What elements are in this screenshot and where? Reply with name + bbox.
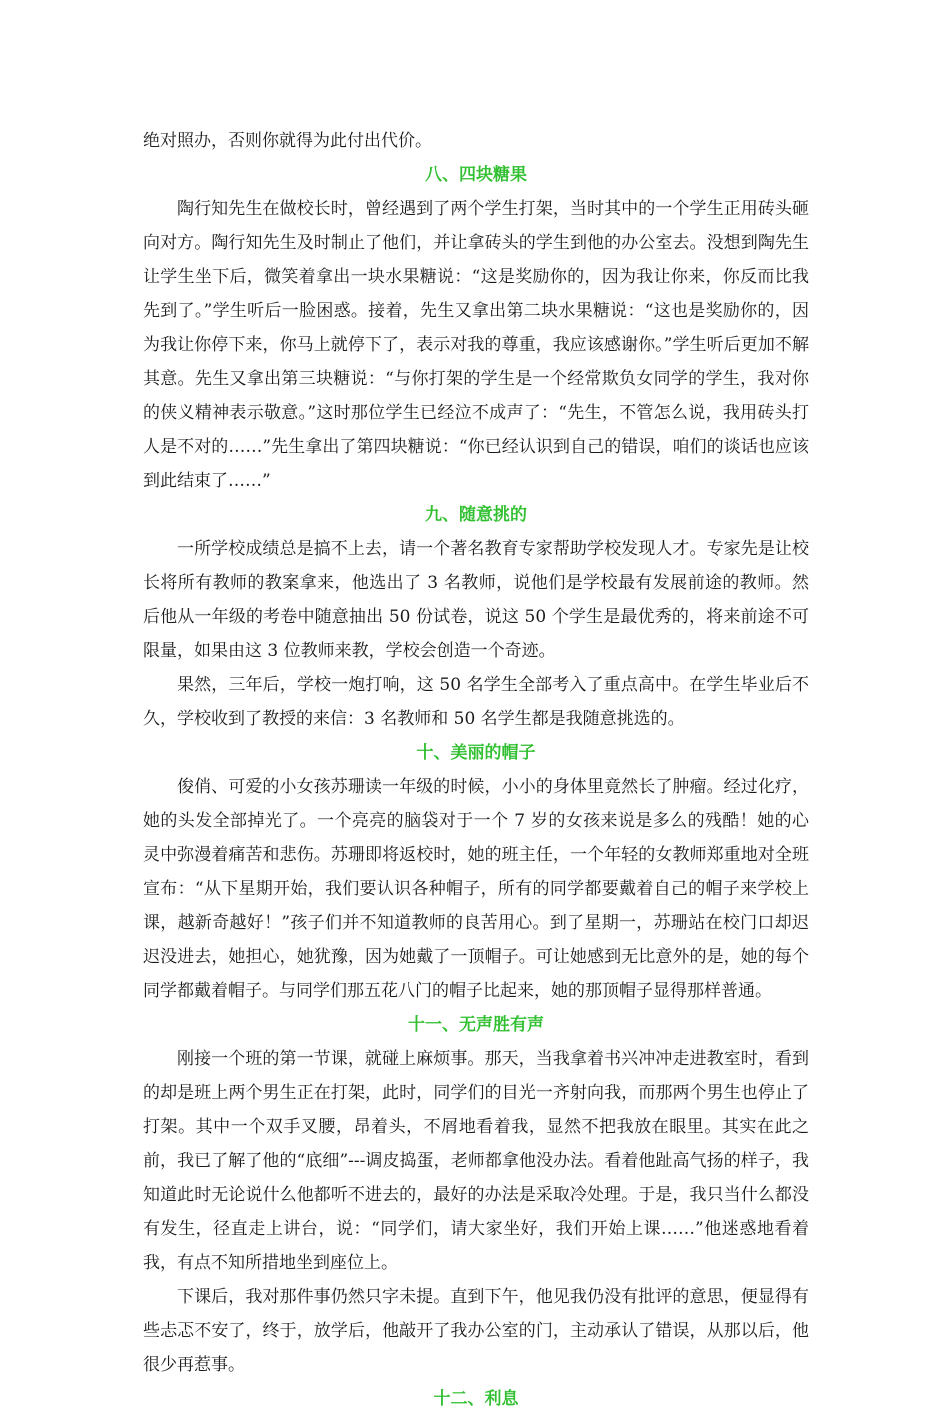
section-title-8: 八、四块糖果 (425, 165, 527, 185)
section-10-paragraph-1: 俊俏、可爱的小女孩苏珊读一年级的时候，小小的身体里竟然长了肿瘤。经过化疗，她的头发全部掉光了。一个亮亮的脑袋对于一个 7 岁的女孩来说是多么的残酷！她的心灵中弥漫着痛苦和悲伤。苏珊即将返校时，她的班主任，一个年轻的女教师郑重地对全班宣布：“从下星期开始，我们要认识各种帽子，所有的同学都要戴着自己的帽子来学校上课，越新奇越好！”孩子们并不知道教师的良苦用心。到了星期一，苏珊站在校门口却迟迟没进去，她担心，她犹豫，因为她戴了一顶帽子。可让她感到无比意外的是，她的每个同学都戴着帽子。与同学们那五花八门的帽子比起来，她的那顶帽子显得那样普通。 (143, 777, 809, 1001)
section-11-paragraph-2: 下课后，我对那件事仍然只字未提。直到下午，他见我仍没有批评的意思，便显得有些忐忑不安了，终于，放学后，他敲开了我办公室的门，主动承认了错误，从那以后，他很少再惹事。 (143, 1287, 809, 1375)
document-page (143, 124, 809, 1416)
intro-line: 绝对照办，否则你就得为此付出代价。 (143, 131, 432, 151)
section-8-paragraph-1: 陶行知先生在做校长时，曾经遇到了两个学生打架，当时其中的一个学生正用砖头砸向对方。陶行知先生及时制止了他们，并让拿砖头的学生到他的办公室去。没想到陶先生让学生坐下后，微笑着拿出一块水果糖说：“这是奖励你的，因为我让你来，你反而比我先到了。”学生听后一脸困惑。接着，先生又拿出第二块水果糖说：“这也是奖励你的，因为我让你停下来，你马上就停下了，表示对我的尊重，我应该感谢你。”学生听后更加不解其意。先生又拿出第三块糖说：“与你打架的学生是一个经常欺负女同学的学生，我对你的侠义精神表示敬意。”这时那位学生已经泣不成声了：“先生，不管怎么说，我用砖头打人是不对的……”先生拿出了第四块糖说：“你已经认识到自己的错误，咱们的谈话也应该到此结束了……” (143, 199, 809, 491)
section-title-11: 十一、无声胜有声 (408, 1015, 544, 1035)
section-title-9: 九、随意挑的 (425, 505, 527, 525)
section-11-paragraph-1: 刚接一个班的第一节课，就碰上麻烦事。那天，当我拿着书兴冲冲走进教室时，看到的却是班上两个男生正在打架，此时，同学们的目光一齐射向我，而那两个男生也停止了打架。其中一个双手叉腰，昂着头，不屑地看着我，显然不把我放在眼里。其实在此之前，我已了解了他的“底细”---调皮捣蛋，老师都拿他没办法。看着他趾高气扬的样子，我知道此时无论说什么他都听不进去的，最好的办法是采取冷处理。于是，我只当什么都没有发生，径直走上讲台，说：“同学们，请大家坐好，我们开始上课……”他迷惑地看着我，有点不知所措地坐到座位上。 (143, 1049, 809, 1273)
section-title-12: 十二、利息 (433, 1389, 519, 1409)
section-9-paragraph-2: 果然，三年后，学校一炮打响，这 50 名学生全部考入了重点高中。在学生毕业后不久，学校收到了教授的来信：3 名教师和 50 名学生都是我随意挑选的。 (143, 675, 809, 729)
section-9-paragraph-1: 一所学校成绩总是搞不上去，请一个著名教育专家帮助学校发现人才。专家先是让校长将所有教师的教案拿来，他选出了 3 名教师，说他们是学校最有发展前途的教师。然后他从一年级的考卷中随意抽出 50 份试卷，说这 50 个学生是最优秀的，将来前途不可限量，如果由这 3 位教师来教，学校会创造一个奇迹。 (143, 539, 809, 661)
section-title-10: 十、美丽的帽子 (416, 743, 536, 763)
